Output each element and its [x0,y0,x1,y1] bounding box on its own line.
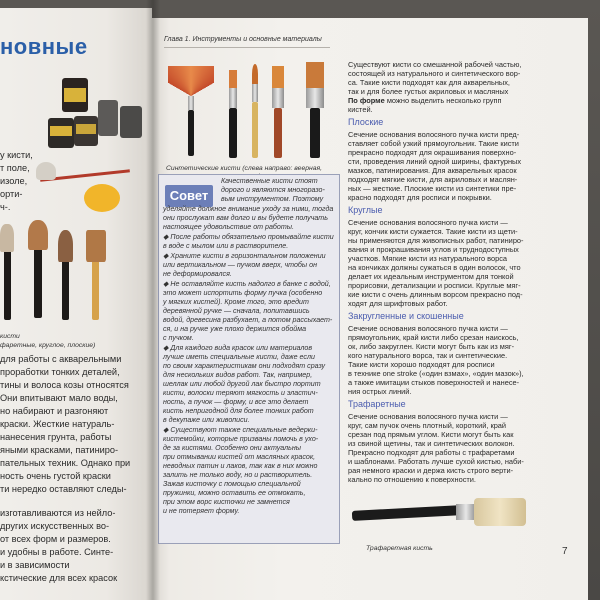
stencil-brush-illustration [352,494,532,534]
text-line: кие кисти с очень длинным ворсом прекрасно под- [348,290,523,299]
paint-jar [62,78,88,112]
paint-jars-illustration [40,78,152,158]
section-heading-round: Круглые [348,205,383,215]
tip-line: лучше иметь специальные кисти, даже если [163,353,315,361]
text-line: прекрасно подходят для окрашивания поверхно- [348,148,517,157]
tip-line: кисть непригодной для более тонких работ [163,407,314,415]
tip-line: ◆ После работы обязательно промывайте кисти [163,233,334,241]
tip-line: ◆ Существуют также специальные ведерки- [163,426,318,434]
section-heading-stencil: Трафаретные [348,399,406,409]
text-line: ных — жесткие. Плоские кисти из синтетики пре- [348,184,517,193]
paint-jar [120,106,142,138]
tip-line: Качественные кисти стоят [221,177,318,185]
text-line: краски. Жесткие натураль- [0,419,115,429]
tip-line: де за кистями. Особенно они актуальны [163,444,302,452]
tip-line: это может испортить форму пучка (особенно [163,289,323,297]
tip-line: ◆ Храните кисти в горизонтальном положении [163,252,326,260]
round-brush [250,64,260,158]
text-line: ния острых линий. [348,387,412,396]
text-line: у кисти, [0,150,33,160]
tip-line: ◆ Для каждого вида красок или материалов [163,344,313,352]
section-heading-flat: Плоские [348,117,384,127]
text-line: Такие кисти хорошо подходят для росписи [348,360,495,369]
tip-line: деревянной ручке — сначала, попитавшись [163,307,310,315]
text-line: Существуют кисти со смешанной рабочей частью, [348,60,522,69]
tip-line: не деформировался. [163,270,232,278]
text-line: для работы с акварельными [0,354,122,364]
header-rule [164,47,330,48]
tip-line: водой, древесина разбухает, а потом рассыхает- [163,316,333,324]
left-page [0,8,152,600]
page-number: 7 [562,546,568,557]
text-line: ходят для шрифтовых работ. [348,299,448,308]
tip-line: неводных патин и лаков, так как в них можно [163,462,318,470]
tip-line: кисти, волоски теряют мягкость и эластич- [163,389,318,397]
text-line: круг, кончик кисти сужается. Такие кисти из щети- [348,227,518,236]
text-line: изготавливаются из нейло- [0,508,116,518]
tip-line: залить не только воду, но и растворитель. [163,471,313,479]
text-line: т поле, [0,163,30,173]
text-line: ность очень густой краски [0,471,111,481]
text-line: так и для более густых акриловых и масляных [348,87,509,96]
text-line: изоле, [0,176,28,186]
text-line: са. Такие кисти подходят как для акварельных, [348,78,510,87]
text-line: пательных техник. Однако при [0,458,131,468]
text-line: из свиной щетины, так и синтетических волокон. [348,439,515,448]
fan-brush [166,62,218,158]
tip-line: в воде с мылом или в растворителе. [163,242,289,250]
image-caption: кисти [0,332,20,340]
tip-line: уделяйте должное внимание уходу за ними, тогда [163,205,334,213]
text-line: прорисовки, детализации и росписи. Круглые мяг- [348,281,521,290]
chapter-title: новные [0,34,88,59]
tip-line: настоящее удовольствие от работы. [163,223,294,231]
text-line: и шаблонами. Работать лучше сухой кистью, наби- [348,457,524,466]
text-line: яными красками, патиниро- [0,445,119,455]
form-intro-bold: По форме [348,96,385,105]
form-intro-rest: можно выделить несколько групп [384,96,502,105]
text-line: кально по отношению к поверхности. [348,475,476,484]
tip-line: по своим характеристикам они подходят сразу [163,362,326,370]
tip-line: в декупаже или живописи. [163,416,250,424]
text-line: подходят мягкие кисти, для акриловых и маслян- [348,175,518,184]
text-line: Сечение основания волосяного пучка кисти пред- [348,130,520,139]
text-line: Они впитывают мало воды, [0,393,118,403]
text-line: прямоугольник, край кисти либо срезан наискось, [348,333,519,342]
tip-line: с пучком. [163,334,194,342]
sponge-illustration [84,184,120,212]
tip-line: пружинки, можно оставить ее отмокать, [163,489,306,497]
text-line: круг, сам пучок очень плотный, короткий, край [348,421,507,430]
tip-box [158,174,340,544]
natural-brushes-illustration [0,220,148,320]
book-spine-shadow [146,0,160,600]
paint-jar [98,100,118,136]
text-line [348,96,501,105]
tip-line: ся, и на ручке уже плохо держится обойма [163,325,307,333]
text-line: делает их идеальным инструментом для тонкой [348,272,514,281]
text-line: рая немного краски и держа кисть строго верти- [348,466,514,475]
text-line: Прекрасно подходят для работы с трафаретами [348,448,515,457]
text-line: красно подходят для росписи и покрывки. [348,193,492,202]
angled-brush [226,70,240,158]
tip-line: шеллак или любой другой лак быстро портит [163,380,321,388]
text-line: кого натурального ворса, так и синтетические. [348,351,508,360]
image-caption: фаретные, круглое, плоские) [0,341,96,349]
tip-line: при этом ворс кисточки не замнется [163,498,290,506]
tip-label: Совет [165,185,213,207]
paint-jar [48,118,74,148]
text-line: а также имитации стыков поверхностей и нанесе- [348,378,520,387]
text-line: кистей. [348,105,373,114]
tip-line: для нескольких видов работ. Так, например, [163,371,313,379]
text-line: ны применяются для живописных работ, патиниро- [348,236,524,245]
text-line: сти, проведения линий одной ширины, фактурных [348,157,522,166]
tip-line: при отмывании кистей от масляных красок, [163,453,316,461]
text-line: орти- [0,189,23,199]
text-line: ч-. [0,202,11,212]
text-line: но набирают и разгоняют [0,406,109,416]
text-line: участков. Мягкие кисти из натурального ворса [348,254,508,263]
text-line: ти нередко оставляют следы- [0,484,127,494]
flat-brush [270,66,286,158]
flat-brush [304,62,326,158]
text-line: на кончиках должны сужаться в один волосок, что [348,263,521,272]
tip-line: и не потеряет форму. [163,507,240,515]
tip-line: они прослужат вам долго и вы будете получать [163,214,328,222]
tip-line: или вертикальном — пучком вверх, чтобы он [163,261,317,269]
text-line: нанесения грунта, работы [0,432,112,442]
text-line: вания и прокрашивания углов и труднодоступных [348,245,519,254]
text-line: Сечение основания волосяного пучка кисти — [348,412,508,421]
section-heading-rounded-angled: Закругленные и скошенные [348,311,464,321]
text-line: кстические для всех красок [0,573,118,583]
right-page [152,18,588,600]
text-line: в технике one stroke («один взмах», «один мазок»), [348,369,524,378]
text-line: ставляет собой узкий прямоугольник. Такие кисти [348,139,519,148]
text-line: мазков, патинирования. Для акварельных красок [348,166,517,175]
text-line: от всех форм и размеров. [0,534,111,544]
tip-line: вым инструментом. Поэтому [221,195,324,203]
tip-line: кистемойки, которые призваны помочь в ухо- [163,435,319,443]
text-line: и в зависимости [0,560,70,570]
tip-line: дорого и являются многоразо- [221,186,325,194]
text-line: ок, либо закруглен. Кисти могут быть как из мяг- [348,342,515,351]
text-line: Сечение основания волосяного пучка кисти — [348,324,508,333]
text-line: состоящей из натурального и синтетического вор- [348,69,521,78]
text-line: срезан под прямым углом. Кисти могут быть как [348,430,514,439]
tip-line: Зажав кисточку с помощью специальной [163,480,301,488]
text-line: Сечение основания волосяного пучка кисти — [348,218,508,227]
running-header: Глава 1. Инструменты и основные материалы [164,36,322,43]
text-line: проработки тонких деталей, [0,367,120,377]
text-line: других искусственных во- [0,521,110,531]
tip-line: ◆ Не оставляйте кисть надолго в банке с водой, [163,280,331,288]
tip-line: ность, а пучок — форму, и все это делает [163,398,309,406]
tip-line: у мягких кистей). Кроме того, это вредит [163,298,309,306]
text-line: и удобны в работе. Синте- [0,547,114,557]
synthetic-brushes-illustration [166,62,334,158]
paint-jar [74,116,98,146]
text-line: тины и волоса козы относятся [0,380,129,390]
image-caption: Трафаретная кисть [366,544,433,552]
image-caption: Синтетические кисти (слева направо: веерная, [166,164,323,172]
